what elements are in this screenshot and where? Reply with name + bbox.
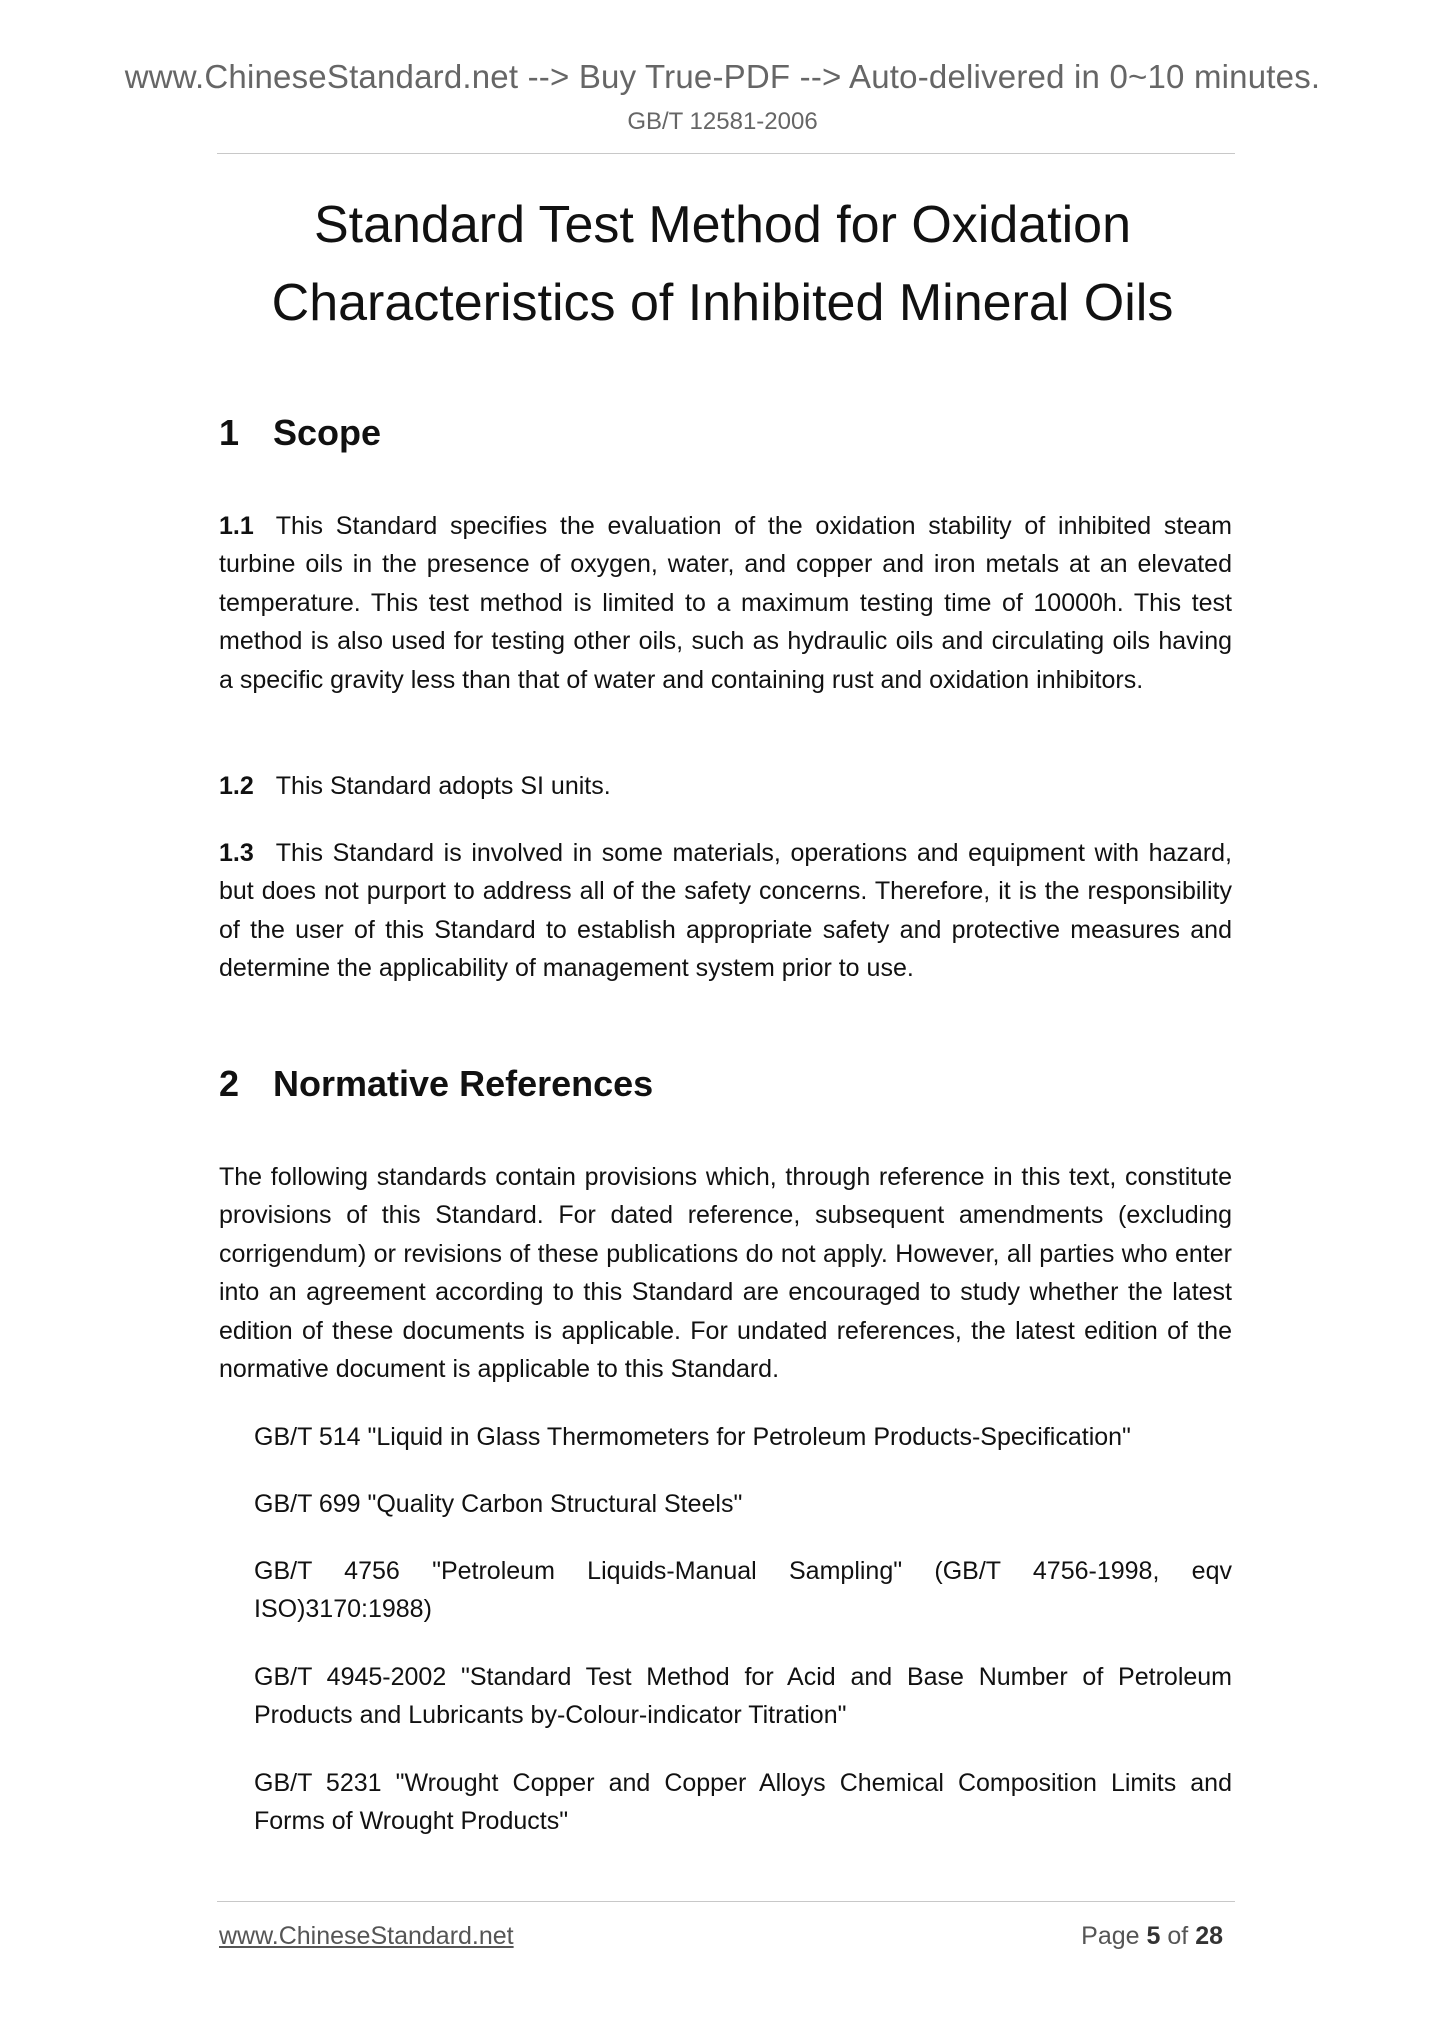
clause-text: This Standard is involved in some materials, operations and equipment with hazard, but does not purport to address all of the safety concerns. Therefore, it is the responsibility of the user of this Standard to establish appropriate safety and protective measures and determine the applicability of management system prior to use. (219, 839, 1232, 983)
normative-intro: The following standards contain provisions which, through reference in this text, constitute provisions of this Standard. For dated reference, subsequent amendments (excluding corrigendum) or revisions of these publications do not apply. However, all parties who enter into an agreement according to this Standard are encouraged to study whether the latest edition of these documents is applicable. For undated references, the latest edition of the normative document is applicable to this Standard. (219, 1163, 1232, 1384)
reference-item: GB/T 699 "Quality Carbon Structural Steels" (254, 1490, 743, 1518)
clause-number: 1.2 (219, 772, 254, 800)
page-of: of (1167, 1922, 1189, 1950)
page-current: 5 (1146, 1922, 1161, 1950)
standard-code: GB/T 12581-2006 (627, 108, 818, 135)
section-2-heading (219, 1063, 653, 1105)
clause-1-2 (219, 767, 1232, 805)
page-prefix: Page (1081, 1922, 1140, 1950)
reference-item: GB/T 4945-2002 "Standard Test Method for Acid and Base Number of Petroleum Products and Lubricants by-Colour-indicator Titration" (254, 1663, 1232, 1730)
clause-text: This Standard adopts SI units. (275, 772, 611, 800)
section-1-heading (219, 412, 381, 454)
footer-divider (217, 1901, 1235, 1902)
page-indicator (1081, 1922, 1223, 1951)
title-line-1: Standard Test Method for Oxidation (313, 196, 1132, 254)
document-title (0, 186, 1445, 342)
clause-number: 1.3 (219, 839, 254, 867)
section-number: 1 (219, 412, 240, 453)
clause-1-1 (219, 507, 1232, 699)
clause-1-3 (219, 834, 1232, 988)
section-title: Scope (273, 412, 382, 453)
page-total: 28 (1195, 1922, 1223, 1950)
footer-site-link[interactable]: www.ChineseStandard.net (219, 1922, 514, 1950)
reference-item: GB/T 514 "Liquid in Glass Thermometers for Petroleum Products-Specification" (254, 1423, 1131, 1451)
header-divider (217, 153, 1235, 154)
reference-item: GB/T 5231 "Wrought Copper and Copper Alloys Chemical Composition Limits and Forms of Wrought Products" (254, 1769, 1232, 1836)
reference-item: GB/T 4756 "Petroleum Liquids-Manual Sampling" (GB/T 4756-1998, eqv ISO)3170:1988) (254, 1557, 1232, 1624)
title-line-2: Characteristics of Inhibited Mineral Oils (271, 274, 1174, 332)
clause-number: 1.1 (219, 512, 254, 540)
section-number: 2 (219, 1063, 240, 1104)
site-banner: www.ChineseStandard.net --> Buy True-PDF --> Auto-delivered in 0~10 minutes. (124, 58, 1321, 95)
section-title: Normative References (273, 1063, 654, 1104)
clause-text: This Standard specifies the evaluation of the oxidation stability of inhibited steam turbine oils in the presence of oxygen, water, and copper and iron metals at an elevated temperature. This test method is limited to a maximum testing time of 10000h. This test method is also used for testing other oils, such as hydraulic oils and circulating oils having a specific gravity less than that of water and containing rust and oxidation inhibitors. (219, 512, 1232, 694)
